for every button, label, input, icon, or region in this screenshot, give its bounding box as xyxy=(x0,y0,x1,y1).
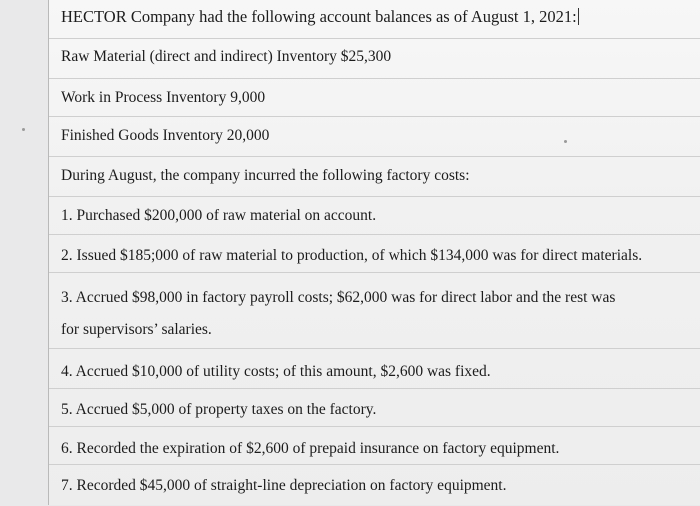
item-5-text: 5. Accrued $5,000 of property taxes on the factory. xyxy=(61,401,377,418)
item-row-6 xyxy=(49,426,700,465)
balance-row-raw-material xyxy=(49,38,700,79)
balance-raw-material: Raw Material (direct and indirect) Inventory $25,300 xyxy=(61,48,392,65)
item-row-3 xyxy=(49,272,700,349)
text-cursor xyxy=(578,8,579,25)
balance-work-in-process: Work in Process Inventory 9,000 xyxy=(61,89,266,106)
item-row-2 xyxy=(49,234,700,273)
item-6-text: 6. Recorded the expiration of $2,600 of prepaid insurance on factory equipment. xyxy=(61,440,560,457)
balance-finished-goods: Finished Goods Inventory 20,000 xyxy=(61,127,270,144)
page-speck xyxy=(564,140,567,143)
item-7-text: 7. Recorded $45,000 of straight-line depreciation on factory equipment. xyxy=(61,477,507,494)
document-page xyxy=(48,0,700,505)
document-title: HECTOR Company had the following account balances as of August 1, 2021: xyxy=(61,7,577,26)
item-row-1 xyxy=(49,196,700,235)
item-row-4 xyxy=(49,348,700,389)
item-4-text: 4. Accrued $10,000 of utility costs; of this amount, $2,600 was fixed. xyxy=(61,363,491,380)
balance-row-work-in-process xyxy=(49,78,700,117)
title-row xyxy=(49,0,700,38)
balance-row-finished-goods xyxy=(49,116,700,157)
item-2-text: 2. Issued $185;000 of raw material to production, of which $134,000 was for direct materials. xyxy=(61,247,643,264)
item-3-text-line1: 3. Accrued $98,000 in factory payroll costs; $62,000 was for direct labor and the rest was xyxy=(61,289,616,306)
item-row-7 xyxy=(49,464,700,506)
intro-row xyxy=(49,156,700,197)
intro-text: During August, the company incurred the following factory costs: xyxy=(61,167,470,184)
item-1-text: 1. Purchased $200,000 of raw material on account. xyxy=(61,207,377,224)
item-row-5 xyxy=(49,388,700,427)
item-3-text-line2: for supervisors’ salaries. xyxy=(61,321,212,338)
margin-speck xyxy=(22,128,25,131)
